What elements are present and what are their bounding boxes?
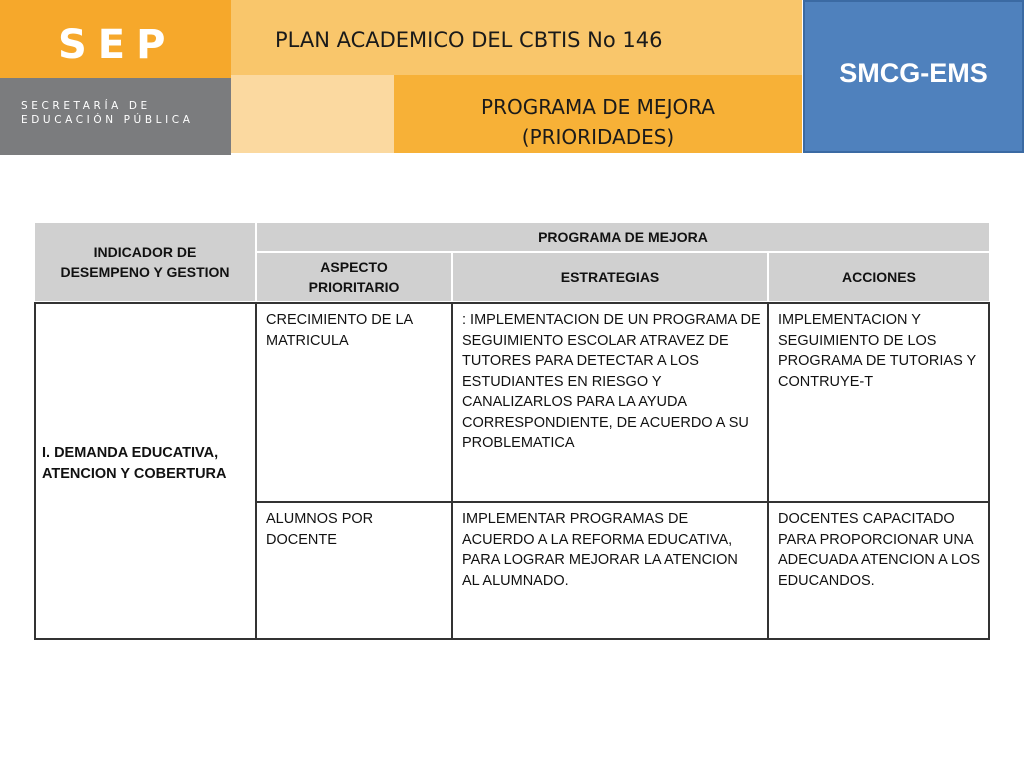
- page-subtitle: [394, 92, 802, 152]
- subtitle-line2: (PRIORIDADES): [521, 125, 675, 149]
- sep-logo-subtitle: [21, 99, 221, 127]
- header-program-group: PROGRAMA DE MEJORA: [256, 222, 990, 252]
- header-aspect: ASPECTO PRIORITARIO: [256, 252, 452, 302]
- column-divider: [255, 302, 257, 640]
- row1-action: IMPLEMENTACION Y SEGUIMIENTO DE LOS PROGRAMA DE TUTORIAS Y CONTRUYE-T: [778, 312, 976, 390]
- header-actions: ACCIONES: [768, 252, 990, 302]
- row2-aspect: ALUMNOS POR DOCENTE: [266, 511, 374, 548]
- header-strategies: ESTRATEGIAS: [452, 252, 768, 302]
- row2-action: DOCENTES CAPACITADO PARA PROPORCIONAR UNA ADECUADA ATENCION A LOS EDUCANDOS.: [778, 511, 980, 589]
- sep-logo-panel: [0, 0, 231, 78]
- page-title: PLAN ACADEMICO DEL CBTIS No 146: [275, 28, 663, 52]
- decorative-band: [231, 75, 394, 153]
- subtitle-line1: PROGRAMA DE MEJORA: [481, 95, 715, 119]
- indicator-cell: I. DEMANDA EDUCATIVA, ATENCION Y COBERTURA: [42, 445, 227, 482]
- sep-subtitle-line1: SECRETARÍA DE: [21, 100, 151, 112]
- header-indicator: INDICADOR DE DESEMPENO Y GESTION: [34, 222, 256, 302]
- row1-strategy: : IMPLEMENTACION DE UN PROGRAMA DE SEGUIMIENTO ESCOLAR ATRAVEZ DE TUTORES PARA DETECTAR A LOS ESTUDIANTES EN RIESGO Y CANALIZARLOS PARA LA AYUDA CORRESPONDIENTE, DE ACUERDO A SU PROBLEMATICA: [462, 312, 761, 451]
- row1-aspect: CRECIMIENTO DE LA MATRICULA: [266, 312, 413, 349]
- column-divider: [451, 302, 453, 640]
- row-divider: [256, 501, 990, 503]
- smcg-badge: SMCG-EMS: [839, 58, 988, 88]
- column-divider: [767, 302, 769, 640]
- sep-logo: SEP: [58, 22, 177, 68]
- sep-subtitle-line2: EDUCACIÓN PÚBLICA: [21, 114, 194, 126]
- row2-strategy: IMPLEMENTAR PROGRAMAS DE ACUERDO A LA REFORMA EDUCATIVA, PARA LOGRAR MEJORAR LA ATENCION AL ALUMNADO.: [462, 511, 738, 589]
